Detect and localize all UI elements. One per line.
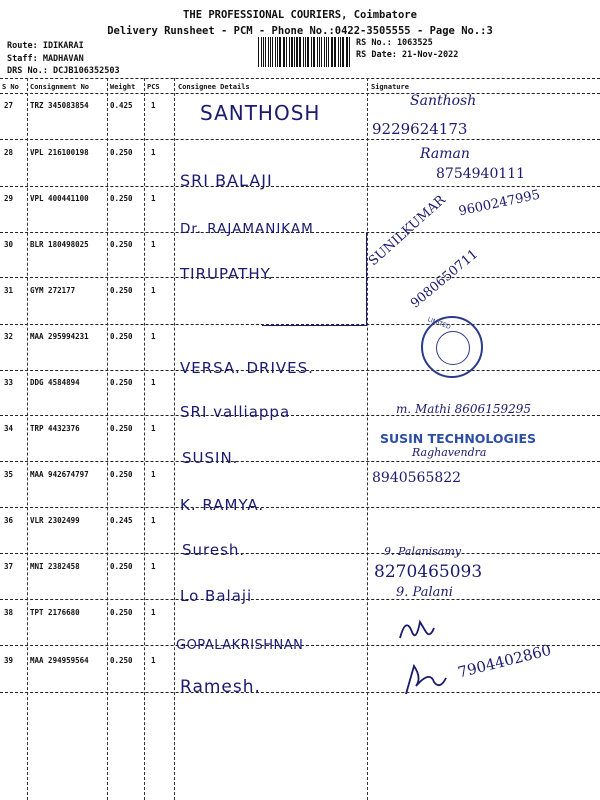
handwritten-phone-number: 9080650711 bbox=[408, 246, 482, 312]
row-divider bbox=[0, 461, 600, 462]
handwritten-consignee-name: SRI BALAJI bbox=[180, 171, 273, 190]
row-divider bbox=[0, 553, 600, 554]
row-weight: 0.250 bbox=[110, 194, 133, 203]
row-consignment: MAA 295994231 bbox=[30, 332, 89, 341]
row-sno: 36 bbox=[4, 516, 14, 525]
barcode-image bbox=[258, 37, 352, 67]
row-consignment: DDG 4584894 bbox=[30, 378, 80, 387]
col-header-signature: Signature bbox=[371, 83, 409, 91]
table-header-rule bbox=[0, 93, 600, 94]
row-sno: 29 bbox=[4, 194, 14, 203]
row-weight: 0.250 bbox=[110, 470, 133, 479]
handwritten-phone-number: 9600247995 bbox=[457, 187, 542, 220]
row-pcs: 1 bbox=[151, 424, 156, 433]
row-sno: 27 bbox=[4, 101, 14, 110]
row-divider bbox=[0, 507, 600, 508]
row-consignment: TRZ 345083854 bbox=[30, 101, 89, 110]
drs-label: DRS No.: DCJB106352503 bbox=[7, 66, 120, 76]
handwritten-signature-scribble bbox=[396, 612, 436, 646]
row-divider bbox=[0, 186, 600, 187]
handwritten-signature: Raman bbox=[420, 146, 470, 162]
rs-number: RS No.: 1063525 bbox=[356, 38, 433, 48]
row-sno: 30 bbox=[4, 240, 14, 249]
rs-date: RS Date: 21-Nov-2022 bbox=[356, 49, 459, 60]
header-left-block bbox=[7, 40, 120, 78]
handwritten-consignee-name: Suresh. bbox=[182, 541, 246, 559]
handwritten-phone-number: 8940565822 bbox=[372, 470, 462, 486]
row-consignment: MNI 2382458 bbox=[30, 562, 80, 571]
row-pcs: 1 bbox=[151, 240, 156, 249]
col-header-consignment: Consignment No bbox=[30, 83, 90, 91]
row-consignment: MAA 942674797 bbox=[30, 470, 89, 479]
handwritten-consignee-name: SANTHOSH bbox=[200, 101, 321, 125]
row-consignment: VPL 216100198 bbox=[30, 148, 89, 157]
handwritten-phone-number: 8270465093 bbox=[374, 562, 483, 582]
handwritten-consignee-name: Lo Balaji bbox=[180, 587, 253, 605]
header-right-block bbox=[356, 38, 458, 61]
stamp-text: LIMITED bbox=[426, 316, 452, 331]
row-consignment: BLR 180498025 bbox=[30, 240, 89, 249]
row-weight: 0.250 bbox=[110, 286, 133, 295]
row-pcs: 1 bbox=[151, 332, 156, 341]
handwritten-signature: SUNILKUMAR bbox=[366, 192, 449, 270]
row-pcs: 1 bbox=[151, 101, 156, 110]
col-header-weight: Weight bbox=[110, 83, 136, 91]
row-pcs: 1 bbox=[151, 148, 156, 157]
col-header-sno: S No bbox=[2, 83, 19, 91]
handwritten-phone-number: 9229624173 bbox=[372, 120, 468, 138]
handwritten-consignee-name: K. RAMYA. bbox=[180, 496, 265, 514]
row-weight: 0.245 bbox=[110, 516, 133, 525]
handwritten-consignee-name: VERSA. DRIVES. bbox=[180, 359, 314, 377]
row-weight: 0.250 bbox=[110, 148, 133, 157]
row-weight: 0.250 bbox=[110, 240, 133, 249]
row-sno: 38 bbox=[4, 608, 14, 617]
stamp-inner-ring bbox=[436, 331, 470, 365]
row-pcs: 1 bbox=[151, 608, 156, 617]
handwritten-signature-scribble bbox=[400, 660, 450, 700]
row-sno: 34 bbox=[4, 424, 14, 433]
row-consignment: GYM 272177 bbox=[30, 286, 76, 295]
handwritten-phone-number: 7904402860 bbox=[456, 640, 553, 682]
row-divider bbox=[0, 139, 600, 140]
staff-label: Staff: MADHAVAN bbox=[7, 53, 84, 64]
row-pcs: 1 bbox=[151, 378, 156, 387]
col-header-pcs: PCS bbox=[147, 83, 160, 91]
row-sno: 28 bbox=[4, 148, 14, 157]
handwritten-consignee-name: SUSIN. bbox=[182, 449, 239, 467]
row-divider bbox=[0, 692, 600, 693]
row-pcs: 1 bbox=[151, 470, 156, 479]
row-weight: 0.250 bbox=[110, 332, 133, 341]
row-weight: 0.250 bbox=[110, 656, 133, 665]
handwritten-signature: Raghavendra bbox=[412, 446, 487, 459]
handwritten-signature: Santhosh bbox=[410, 93, 477, 109]
row-pcs: 1 bbox=[151, 656, 156, 665]
table-top-rule bbox=[0, 78, 600, 79]
handwritten-phone-number: 8754940111 bbox=[436, 166, 526, 182]
handwritten-consignee-name: TIRUPATHY. bbox=[180, 265, 274, 283]
row-weight: 0.250 bbox=[110, 562, 133, 571]
row-pcs: 1 bbox=[151, 194, 156, 203]
handwritten-signature: 9. Palani bbox=[396, 585, 453, 600]
row-weight: 0.250 bbox=[110, 378, 133, 387]
route-label: Route: IDIKARAI bbox=[7, 41, 84, 51]
page-title: THE PROFESSIONAL COURIERS, Coimbatore bbox=[183, 9, 417, 21]
page-subtitle: Delivery Runsheet - PCM - Phone No.:0422-3505555 - Page No.:3 bbox=[107, 25, 493, 37]
row-consignment: TPT 2176680 bbox=[30, 608, 80, 617]
handwritten-signature: m. Mathi 8606159295 bbox=[396, 402, 531, 416]
handwritten-consignee-name: GOPALAKRISHNAN bbox=[176, 638, 304, 653]
row-weight: 0.250 bbox=[110, 424, 133, 433]
handwritten-consignee-name: Dr. RAJAMANIKAM bbox=[180, 221, 314, 237]
row-pcs: 1 bbox=[151, 562, 156, 571]
row-consignment: MAA 294959564 bbox=[30, 656, 89, 665]
row-divider bbox=[0, 599, 600, 600]
circular-seal-stamp bbox=[421, 316, 483, 378]
row-pcs: 1 bbox=[151, 516, 156, 525]
row-sno: 35 bbox=[4, 470, 14, 479]
handwritten-consignee-name: Ramesh. bbox=[180, 677, 261, 697]
row-sno: 33 bbox=[4, 378, 14, 387]
row-sno: 32 bbox=[4, 332, 14, 341]
col-header-consignee: Consignee Details bbox=[178, 83, 250, 91]
row-sno: 37 bbox=[4, 562, 14, 571]
handwritten-bracket-mark bbox=[262, 233, 367, 326]
company-stamp: SUSIN TECHNOLOGIES bbox=[380, 431, 537, 446]
row-consignment: VLR 2302499 bbox=[30, 516, 80, 525]
row-pcs: 1 bbox=[151, 286, 156, 295]
handwritten-signature: 9. Palanisamy bbox=[384, 545, 461, 558]
row-weight: 0.250 bbox=[110, 608, 133, 617]
row-consignment: VPL 400441100 bbox=[30, 194, 89, 203]
handwritten-consignee-name: SRI valliappa bbox=[180, 403, 291, 421]
row-consignment: TRP 4432376 bbox=[30, 424, 80, 433]
row-sno: 31 bbox=[4, 286, 14, 295]
row-weight: 0.425 bbox=[110, 101, 133, 110]
row-sno: 39 bbox=[4, 656, 14, 665]
